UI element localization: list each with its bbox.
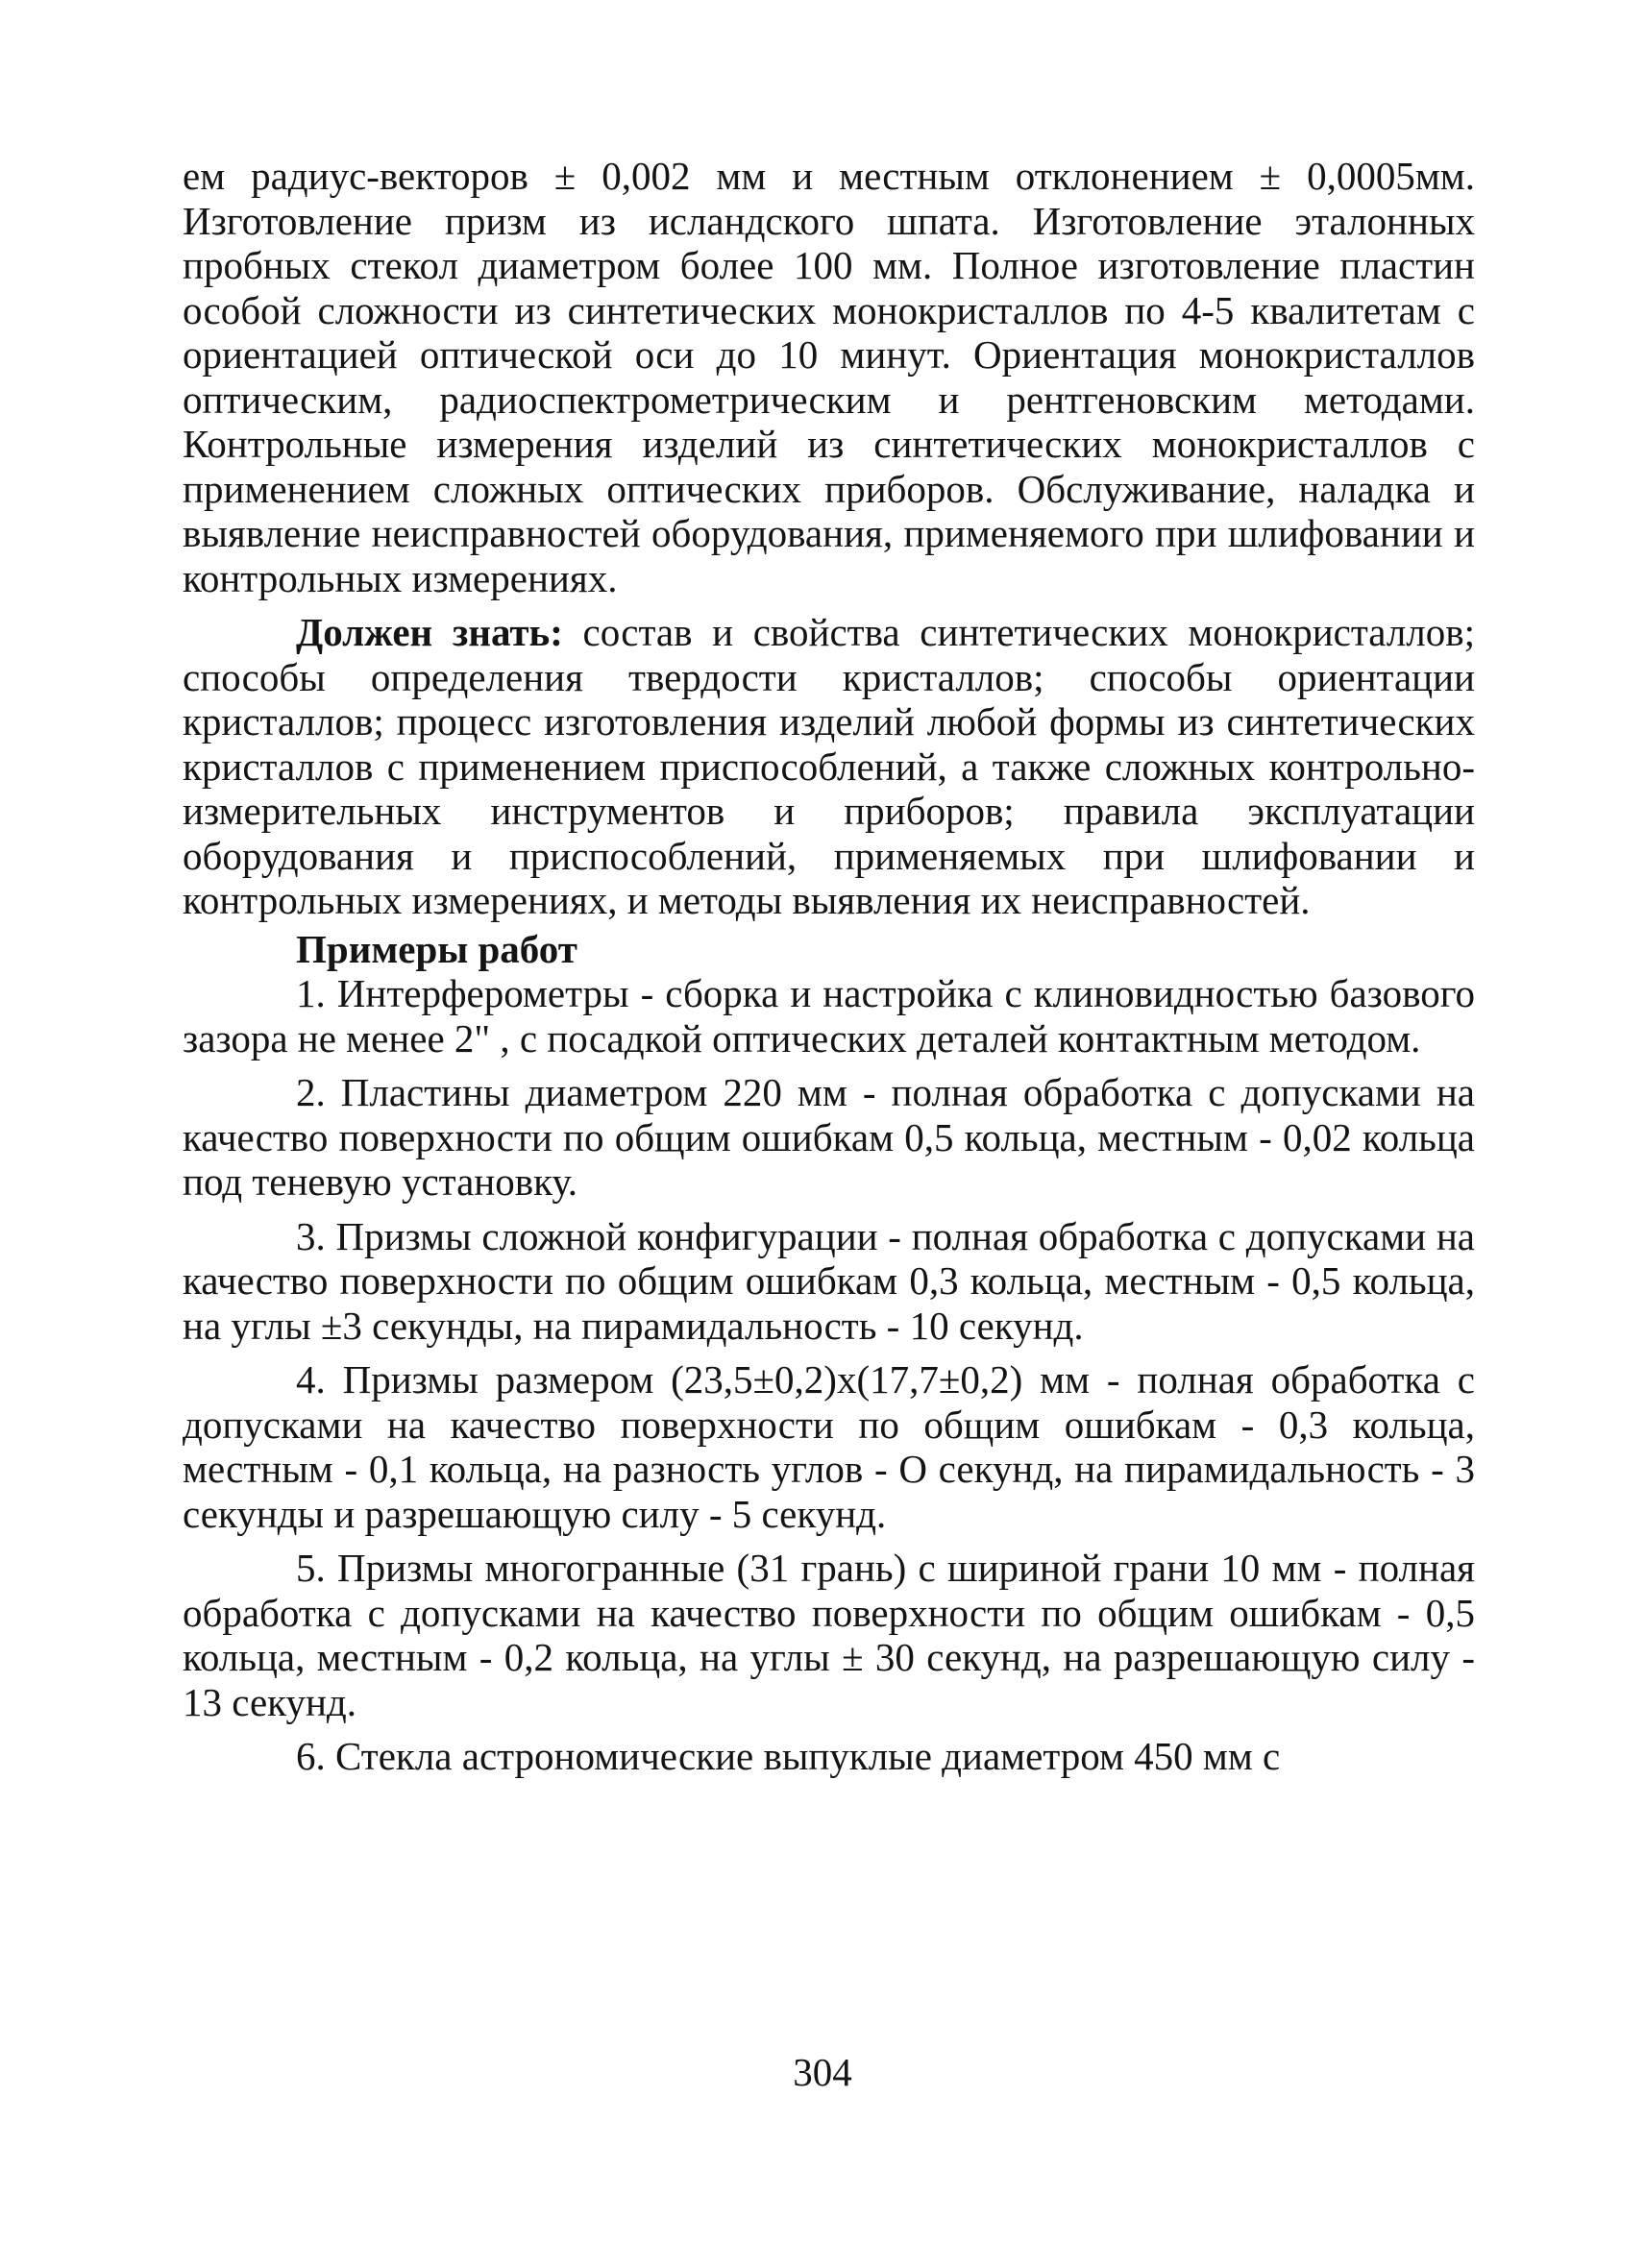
example-item-1: 1. Интерферометры - сборка и настройка с клиновидностью базового зазора не менее 2" , с посадкой оптических деталей контактным методом. [183,971,1475,1061]
examples-heading: Примеры работ [296,926,577,971]
example-item-4: 4. Призмы размером (23,5±0,2)х(17,7±0,2) мм - полная обработка с допусками на качество поверхности по общим ошибкам - 0,3 кольца, местным - 0,1 кольца, на разность углов - О секунд, на пирамидальность - 3 секунды и разрешающую силу - 5 секунд. [183,1357,1475,1536]
must-know-label: Должен знать: [296,610,563,654]
page-body [183,154,1475,1779]
example-item-6: 6. Стекла астрономические выпуклые диаметром 450 мм с [296,1734,1281,1778]
must-know-text: состав и свойства синтетических монокристаллов; способы определения твердости кристаллов; способы ориентации кристаллов; процесс изготовления изделий любой формы из синтетических кристаллов с применением приспособлений, а также сложных контрольно-измерительных инструментов и приборов; правила эксплуатации оборудования и приспособлений, применяемых при шлифовании и контрольных измерениях, и методы выявления их неисправностей. [183,610,1475,922]
example-item-5: 5. Призмы многогранные (31 грань) с шириной грани 10 мм - полная обработка с допусками на качество поверхности по общим ошибкам - 0,5 кольца, местным - 0,2 кольца, на углы ± 30 секунд, на разрешающую силу - 13 секунд. [183,1546,1475,1724]
page-number: 304 [793,2050,852,2094]
paragraph-must-know [183,610,1475,923]
paragraph-continuation: ем радиус-векторов ± 0,002 мм и местным отклонением ± 0,0005мм. Изготовление призм из исландского шпата. Изготовление эталонных пробных стекол диаметром более 100 мм. Полное изготовление пластин особой сложности из синтетических монокристаллов по 4-5 квалитетам с ориентацией оптической оси до 10 минут. Ориентация монокристаллов оптическим, радиоспектрометрическим и рентгеновским методами. Контрольные измерения изделий из синтетических монокристаллов с применением сложных оптических приборов. Обслуживание, наладка и выявление неисправностей оборудования, применяемого при шлифовании и контрольных измерениях. [183,154,1475,600]
example-item-3: 3. Призмы сложной конфигурации - полная обработка с допусками на качество поверхности по общим ошибкам 0,3 кольца, местным - 0,5 кольца, на углы ±3 секунды, на пирамидальность - 10 секунд. [183,1213,1475,1348]
example-item-2: 2. Пластины диаметром 220 мм - полная обработка с допусками на качество поверхности по общим ошибкам 0,5 кольца, местным - 0,02 кольца под теневую установку. [183,1070,1475,1204]
